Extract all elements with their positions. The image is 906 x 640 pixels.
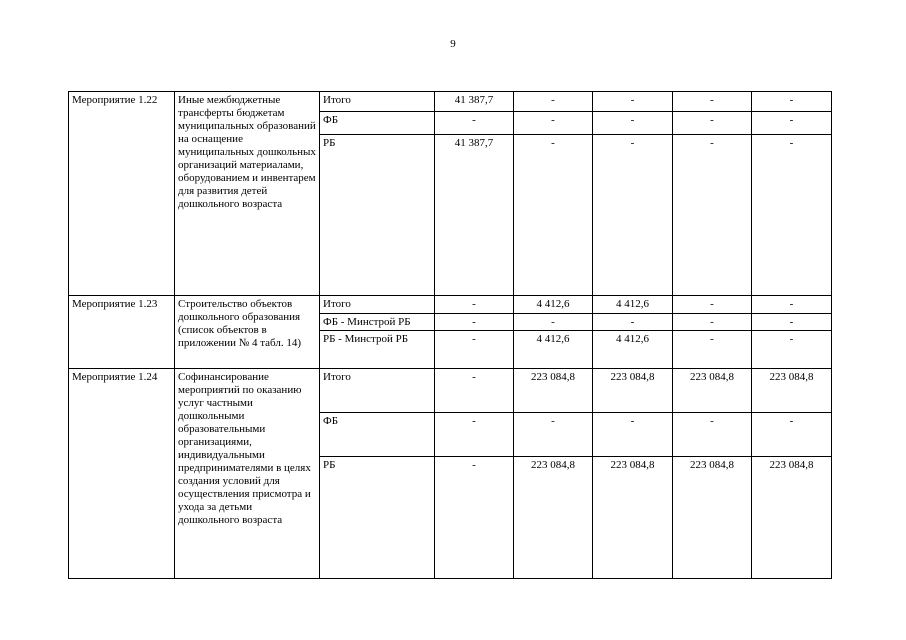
value-cell: - <box>593 112 673 135</box>
value-cell: 223 084,8 <box>593 369 673 413</box>
value-cell: - <box>673 331 752 369</box>
value-cell: - <box>673 314 752 331</box>
value-cell: - <box>435 413 514 457</box>
value-cell: - <box>514 92 593 112</box>
value-cell: - <box>435 314 514 331</box>
funding-source: ФБ <box>320 112 435 135</box>
value-cell: - <box>435 457 514 579</box>
value-cell: - <box>752 296 832 314</box>
value-cell: - <box>752 112 832 135</box>
value-cell: - <box>514 314 593 331</box>
event-label: Мероприятие 1.24 <box>69 369 175 579</box>
value-cell: - <box>752 135 832 296</box>
event-description: Строительство объектов дошкольного образования (список объектов в приложении № 4 табл. 14) <box>175 296 320 369</box>
event-label: Мероприятие 1.23 <box>69 296 175 369</box>
event-label: Мероприятие 1.22 <box>69 92 175 296</box>
value-cell: 223 084,8 <box>752 457 832 579</box>
value-cell: 223 084,8 <box>593 457 673 579</box>
funding-source: РБ <box>320 457 435 579</box>
funding-source: Итого <box>320 296 435 314</box>
value-cell: 4 412,6 <box>593 296 673 314</box>
value-cell: 223 084,8 <box>673 369 752 413</box>
value-cell: 223 084,8 <box>673 457 752 579</box>
value-cell: 223 084,8 <box>514 457 593 579</box>
value-cell: - <box>514 413 593 457</box>
value-cell: - <box>435 296 514 314</box>
event-description: Иные межбюджетные трансферты бюджетам муниципальных образований на оснащение муниципальных дошкольных организаций материалами, оборудованием и инвентарем для развития детей дошкольного возраста <box>175 92 320 296</box>
value-cell: 223 084,8 <box>752 369 832 413</box>
value-cell: 41 387,7 <box>435 135 514 296</box>
value-cell: - <box>593 135 673 296</box>
value-cell: - <box>514 135 593 296</box>
funding-source: РБ - Минстрой РБ <box>320 331 435 369</box>
value-cell: 4 412,6 <box>514 296 593 314</box>
value-cell: 41 387,7 <box>435 92 514 112</box>
table-row <box>69 369 832 413</box>
value-cell: - <box>752 314 832 331</box>
page-number: 9 <box>450 38 456 50</box>
value-cell: - <box>752 413 832 457</box>
value-cell: 223 084,8 <box>514 369 593 413</box>
value-cell: 4 412,6 <box>514 331 593 369</box>
value-cell: - <box>673 413 752 457</box>
value-cell: - <box>752 331 832 369</box>
funding-source: Итого <box>320 92 435 112</box>
value-cell: - <box>673 92 752 112</box>
value-cell: - <box>673 112 752 135</box>
value-cell: - <box>673 135 752 296</box>
value-cell: - <box>593 413 673 457</box>
value-cell: - <box>673 296 752 314</box>
value-cell: - <box>593 92 673 112</box>
funding-source: ФБ - Минстрой РБ <box>320 314 435 331</box>
value-cell: 4 412,6 <box>593 331 673 369</box>
value-cell: - <box>435 112 514 135</box>
table-row <box>69 296 832 314</box>
value-cell: - <box>435 331 514 369</box>
value-cell: - <box>435 369 514 413</box>
value-cell: - <box>514 112 593 135</box>
funding-source: ФБ <box>320 413 435 457</box>
budget-table <box>68 91 832 579</box>
value-cell: - <box>593 314 673 331</box>
event-description: Софинансирование мероприятий по оказанию услуг частными дошкольными образовательными организациями, индивидуальными предпринимателями в целях создания условий для осуществления присмотра и ухода за детьми дошкольного возраста <box>175 369 320 579</box>
funding-source: РБ <box>320 135 435 296</box>
value-cell: - <box>752 92 832 112</box>
table-row <box>69 92 832 112</box>
funding-source: Итого <box>320 369 435 413</box>
